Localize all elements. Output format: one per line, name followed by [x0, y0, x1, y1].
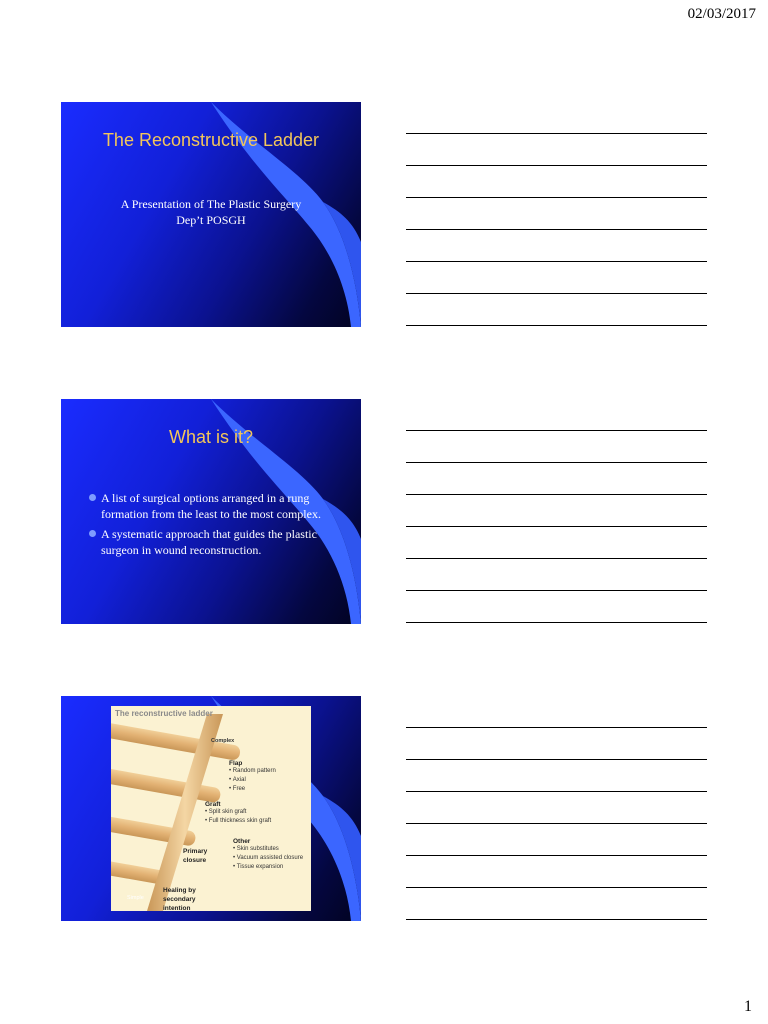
- note-line: [406, 197, 707, 198]
- healing-label: Healing by secondary intention: [163, 887, 196, 911]
- other-item: • Tissue expansion: [233, 863, 303, 872]
- slide-subtitle-line-2: Dep’t POSGH: [176, 213, 246, 227]
- note-line: [406, 759, 707, 760]
- simple-label: Simple: [127, 895, 144, 901]
- note-line: [406, 823, 707, 824]
- note-line: [406, 293, 707, 294]
- complex-label: Complex: [211, 738, 235, 744]
- flap-item: • Random pattern: [229, 767, 276, 776]
- other-item: • Vacuum assisted closure: [233, 854, 303, 863]
- note-line: [406, 727, 707, 728]
- graft-item: • Full thickness skin graft: [205, 817, 271, 826]
- page-number: 1: [744, 998, 752, 1015]
- note-line: [406, 590, 707, 591]
- flap-item: • Axial: [229, 776, 276, 785]
- slide-title: The Reconstructive Ladder: [102, 130, 320, 150]
- slide-3: [61, 696, 361, 921]
- note-line: [406, 919, 707, 920]
- note-line: [406, 261, 707, 262]
- primary-closure-label: Primary closure: [183, 848, 208, 864]
- reconstructive-ladder-diagram: [111, 706, 311, 911]
- graft-group: Graft • Split skin graft • Full thickness skin graft: [205, 801, 271, 826]
- note-line: [406, 558, 707, 559]
- note-line: [406, 855, 707, 856]
- note-line: [406, 325, 707, 326]
- bullet-item: A systematic approach that guides the plastic surgeon in wound reconstruction.: [89, 526, 347, 558]
- bullet-item: A list of surgical options arranged in a rung formation from the least to the most complex.: [89, 490, 347, 522]
- note-line: [406, 622, 707, 623]
- graft-item: • Split skin graft: [205, 808, 271, 817]
- note-line: [406, 791, 707, 792]
- other-item: • Skin substitutes: [233, 845, 303, 854]
- slide-1: [61, 102, 361, 327]
- slide-2: [61, 399, 361, 624]
- note-line: [406, 430, 707, 431]
- slide-subtitle-line-1: A Presentation of The Plastic Surgery: [120, 197, 302, 211]
- note-line: [406, 133, 707, 134]
- note-line: [406, 229, 707, 230]
- slide-title: What is it?: [168, 427, 254, 447]
- note-line: [406, 887, 707, 888]
- note-line: [406, 494, 707, 495]
- flap-group: Flap • Random pattern • Axial • Free: [229, 760, 276, 794]
- diagram-title: The reconstructive ladder: [115, 709, 213, 718]
- note-line: [406, 462, 707, 463]
- bullet-dot-icon: [89, 530, 96, 537]
- date-header: 02/03/2017: [687, 6, 756, 22]
- bullet-dot-icon: [89, 494, 96, 501]
- bullet-list: [89, 490, 347, 562]
- other-group: Other • Skin substitutes • Vacuum assisted closure • Tissue expansion: [233, 838, 303, 872]
- note-line: [406, 526, 707, 527]
- flap-item: • Free: [229, 785, 276, 794]
- note-line: [406, 165, 707, 166]
